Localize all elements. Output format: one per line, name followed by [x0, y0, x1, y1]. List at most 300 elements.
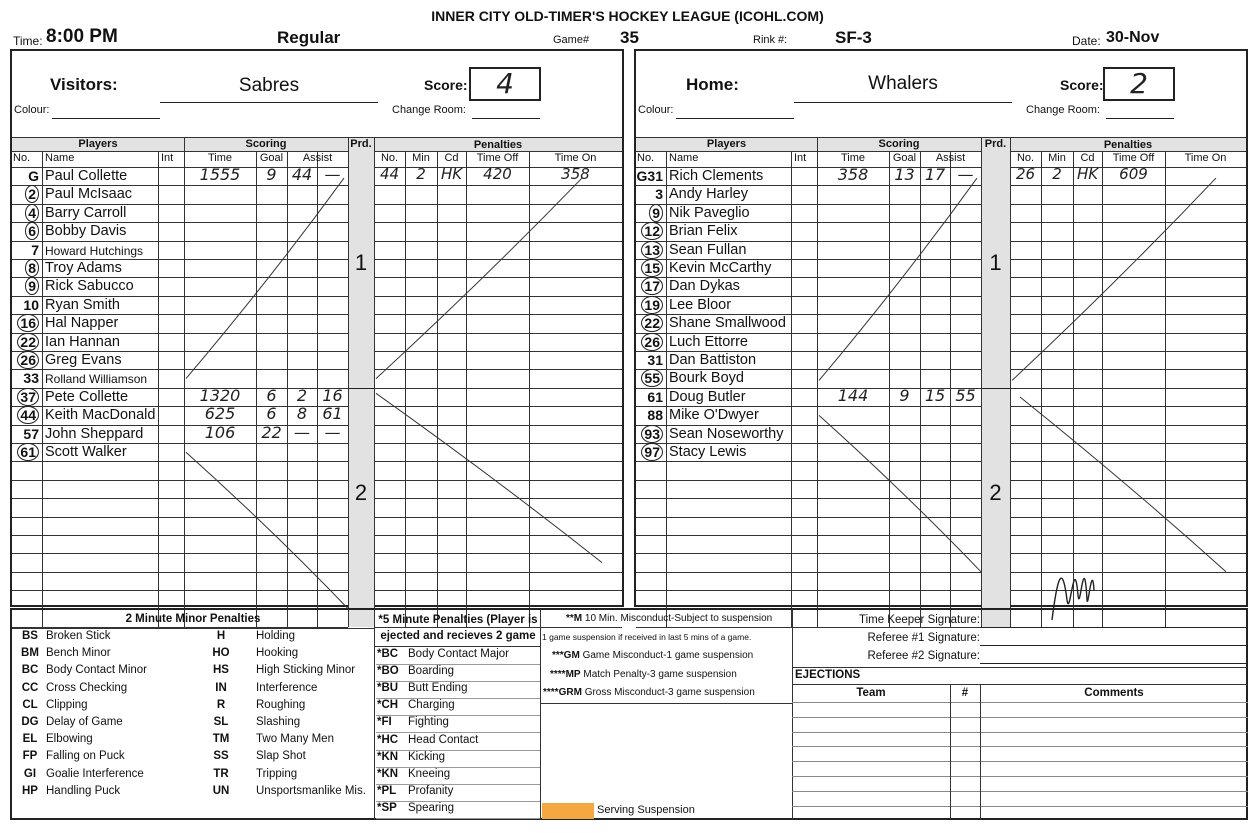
m-desc: 10 Min. Misconduct-Subject to suspension: [584, 613, 773, 624]
mp-desc: Match Penalty-3 game suspension: [583, 669, 737, 680]
major-title-line2: ejected and recieves 2 game: [380, 630, 536, 642]
goal-time: 358: [837, 165, 869, 184]
time-off-header: Time Off: [476, 152, 519, 164]
penalty-description: Unsportsmanlike Mis.: [256, 784, 366, 797]
grid-line: [12, 535, 348, 536]
player-number-circled: 15: [641, 259, 663, 277]
player-number: [12, 407, 39, 423]
players-header: Players: [78, 138, 118, 150]
serving-suspension-label: Serving Suspension: [597, 804, 695, 816]
grid-line: [636, 572, 981, 573]
player-number-circled: 2: [25, 185, 39, 203]
player-number-circled: 22: [641, 314, 663, 332]
pen-cd-header: Cd: [444, 152, 459, 164]
player-number-circled: 26: [17, 351, 39, 369]
grid-line: [374, 296, 622, 297]
grid-line: [12, 590, 348, 591]
divider: [540, 703, 792, 704]
penalty-code: R: [216, 698, 226, 711]
visitors-colour-label: Colour:: [14, 104, 50, 116]
divider: [12, 628, 374, 629]
serving-suspension-swatch: [542, 803, 594, 819]
player-number: 88: [647, 407, 663, 424]
penalty-code: TM: [212, 733, 230, 746]
penalty-code: EL: [22, 733, 38, 746]
player-number-circled: 9: [25, 277, 39, 295]
grid-line: [636, 480, 981, 481]
visitors-team-name: Sabres: [238, 75, 300, 96]
grid-line: [374, 241, 622, 242]
player-number: [12, 315, 39, 331]
player-number-circled: 13: [641, 241, 663, 259]
player-name: Greg Evans: [45, 352, 122, 368]
ejection-row-line: [792, 761, 1248, 762]
home-change-room-label: Change Room:: [1026, 104, 1100, 116]
int-header: Int: [161, 152, 174, 164]
mp-code: ****MP: [550, 669, 581, 680]
grid-line: [1102, 151, 1103, 627]
no-header: No.: [13, 152, 31, 164]
team-underline: [794, 102, 1012, 103]
divider: [792, 684, 1248, 685]
penalty-code: *BC: [377, 648, 399, 660]
player-number-circled: 12: [641, 222, 663, 240]
grid-line: [374, 443, 622, 444]
player-name: Luch Ettorre: [669, 333, 748, 350]
time-label: Time:: [13, 34, 43, 48]
game-label: Game#: [553, 34, 590, 46]
strike-line: [819, 415, 981, 571]
player-name: Ryan Smith: [45, 296, 120, 313]
strike-line: [376, 393, 602, 562]
player-number-circled: 22: [17, 333, 39, 351]
goal-scorer: 9: [899, 385, 910, 405]
grid-line: [1010, 443, 1246, 444]
grid-line: [636, 553, 981, 554]
referee1-signature-line[interactable]: [980, 645, 1248, 646]
grid-line: [184, 137, 185, 627]
grid-line: [374, 369, 622, 370]
grid-line: [1010, 333, 1246, 334]
penalty-time-off: 420: [483, 165, 512, 183]
referee2-signature-line[interactable]: [980, 663, 1248, 664]
player-number: 57: [23, 425, 39, 442]
room-underline: [1106, 118, 1174, 119]
penalty-description: Holding: [256, 630, 295, 642]
player-number-circled: 16: [17, 314, 39, 332]
grid-line: [374, 351, 622, 352]
penalty-code: *KN: [377, 750, 399, 763]
referee-signature-scribble: [1032, 540, 1102, 630]
row-line: [376, 784, 540, 785]
player-number: 3: [655, 186, 663, 203]
name-header: Name: [45, 152, 75, 164]
home-label: Home:: [686, 75, 739, 94]
player-number: [636, 242, 663, 258]
period-2-label: 2: [354, 479, 368, 505]
penalty-code: GI: [23, 767, 37, 780]
penalty-description: Handling Puck: [46, 784, 121, 797]
ejection-row-line: [792, 776, 1248, 777]
player-name: Bobby Davis: [45, 223, 127, 240]
grid-line: [636, 461, 981, 462]
assist-header: Assist: [302, 152, 333, 164]
grid-line: [374, 388, 622, 389]
no-header: No.: [637, 152, 655, 164]
penalty-description: Profanity: [408, 784, 454, 797]
player-number: [636, 278, 663, 294]
penalty-code: HK: [1076, 165, 1099, 183]
visitors-score-label: Score:: [424, 77, 468, 93]
grid-line: [374, 333, 622, 334]
grid-line: [1010, 425, 1246, 426]
grid-line: [12, 572, 348, 573]
penalty-minutes: 2: [416, 165, 426, 183]
team-underline: [160, 102, 378, 103]
penalty-description: Elbowing: [46, 733, 93, 746]
grid-line: [374, 425, 622, 426]
penalty-description: Bench Minor: [46, 647, 111, 660]
grid-line: [374, 590, 622, 591]
period-1-label: 1: [989, 249, 1002, 275]
grid-line: [158, 151, 159, 627]
penalty-minutes: 2: [1052, 165, 1062, 183]
misconduct-mp: [550, 669, 737, 680]
penalty-description: Butt Ending: [408, 682, 468, 695]
penalty-description: Interference: [256, 681, 318, 694]
player-name: Troy Adams: [45, 260, 122, 276]
goal-time: 625: [204, 404, 236, 424]
assist-1: 2: [296, 385, 308, 405]
player-number-circled: 19: [641, 296, 663, 314]
grid-line: [1010, 259, 1246, 260]
player-number-circled: 37: [17, 388, 39, 406]
ejection-row-line: [792, 717, 1248, 718]
player-name: Paul Collette: [45, 168, 128, 184]
assist-2: 55: [955, 385, 976, 405]
penalties-header: Penalties: [1103, 139, 1153, 151]
player-number: 10: [23, 296, 39, 313]
player-number-circled: 17: [641, 277, 663, 295]
penalty-description: Delay of Game: [46, 716, 123, 728]
time-off-header: Time Off: [1112, 152, 1155, 164]
grid-line: [1010, 204, 1246, 205]
penalty-description: High Sticking Minor: [256, 664, 356, 677]
player-number: [12, 334, 39, 350]
home-score-box: [1103, 67, 1175, 101]
grid-line: [1010, 222, 1246, 223]
assist-2: 61: [322, 404, 343, 424]
grid-line: [1010, 351, 1246, 352]
penalty-code: H: [216, 630, 226, 642]
row-line: [376, 664, 540, 665]
grm-code: ****GRM: [543, 687, 582, 698]
misconduct-gm: [552, 650, 753, 661]
grm-desc: Gross Misconduct-3 game suspension: [584, 687, 755, 698]
game-number: 35: [620, 28, 639, 47]
player-name: Sean Fullan: [669, 241, 747, 258]
prd-header: Prd.: [350, 138, 372, 150]
penalty-code: CC: [21, 681, 39, 694]
strike-line: [186, 452, 348, 608]
game-type: Regular: [277, 28, 341, 47]
player-name: Howard Hutchings: [45, 243, 144, 258]
grid-line: [374, 314, 622, 315]
grid-line: [1165, 151, 1166, 627]
home-score-label: Score:: [1060, 77, 1104, 93]
grid-line: [1010, 277, 1246, 278]
penalty-description: Charging: [408, 699, 455, 712]
player-number-circled: 55: [641, 369, 663, 387]
goal-time: 1320: [199, 385, 241, 405]
player-number: 61: [647, 388, 663, 405]
time-on-header: Time On: [554, 152, 597, 164]
penalty-description: Roughing: [256, 698, 306, 711]
home-colour-label: Colour:: [638, 104, 674, 116]
player-number: [636, 334, 663, 350]
grid-line: [466, 151, 467, 627]
grid-line: [12, 369, 348, 370]
player-name: Shane Smallwood: [669, 315, 786, 332]
grid-line: [636, 517, 981, 518]
player-name: Nik Paveglio: [669, 204, 750, 221]
date-label: Date:: [1072, 34, 1101, 48]
player-number-circled: 9: [649, 204, 663, 222]
player-number: [636, 205, 663, 221]
visitors-label: Visitors:: [50, 75, 118, 94]
grid-line: [374, 185, 622, 186]
visitors-score: 4: [496, 67, 514, 100]
row-line: [376, 698, 540, 699]
grid-line: [374, 553, 622, 554]
ejection-col-line: [980, 684, 981, 820]
legend-panel: [10, 608, 1248, 820]
grid-line: [42, 151, 43, 627]
player-name: Brian Felix: [669, 223, 738, 240]
grid-line: [1010, 461, 1246, 462]
goal-scorer: 13: [894, 165, 915, 184]
pen-cd-header: Cd: [1080, 152, 1095, 164]
prd-column: [981, 137, 1010, 627]
ejections-comments-header: Comments: [1084, 687, 1144, 699]
grid-line: [1010, 388, 1246, 389]
gm-code: ***GM: [552, 650, 580, 661]
player-number: [12, 278, 39, 294]
prd-column: [348, 137, 374, 627]
penalty-description: Falling on Puck: [46, 750, 125, 763]
penalty-description: Fighting: [408, 716, 449, 729]
player-number: [12, 389, 39, 405]
player-name: Stacy Lewis: [669, 444, 747, 460]
player-number-circled: 8: [25, 259, 39, 277]
pen-min-header: Min: [412, 152, 430, 164]
time-header: Time: [840, 152, 866, 164]
grid-line: [1010, 480, 1246, 481]
player-number-circled: 44: [17, 406, 39, 424]
goal-scorer: 22: [261, 422, 282, 442]
player-name: Sean Noseworthy: [669, 425, 784, 442]
penalty-player: 26: [1015, 165, 1036, 183]
scoring-header: Scoring: [878, 138, 920, 150]
rink-label: Rink #:: [753, 34, 788, 46]
penalty-description: Body Contact Major: [408, 648, 509, 660]
assist-1: 15: [924, 385, 946, 405]
penalty-description: Boarding: [408, 665, 455, 678]
time-value: 8:00 PM: [46, 26, 118, 47]
grid-line: [981, 137, 982, 627]
penalty-description: Cross Checking: [46, 681, 128, 694]
grid-line: [374, 406, 622, 407]
ejections-number-header: #: [961, 687, 969, 699]
goal-time: 106: [204, 422, 236, 442]
player-number: [12, 444, 39, 460]
penalty-code: *FI: [377, 716, 392, 729]
player-name: Bourk Boyd: [669, 370, 744, 387]
period-divider: [348, 388, 374, 389]
player-number-circled: 4: [25, 204, 39, 222]
home-score: 2: [1130, 67, 1148, 100]
player-name: Rick Sabucco: [45, 278, 134, 295]
assist-2: 16: [322, 385, 343, 405]
grid-line: [374, 137, 375, 627]
grid-line: [374, 222, 622, 223]
player-name: Keith MacDonald: [45, 407, 156, 424]
ejection-row-line: [792, 746, 1248, 747]
penalty-code: FP: [22, 750, 38, 763]
penalty-code: TR: [213, 767, 229, 780]
grid-line: [374, 461, 622, 462]
grid-line: [12, 553, 348, 554]
grid-line: [374, 259, 622, 260]
penalty-code: *BO: [377, 665, 399, 678]
date-value: 30-Nov: [1106, 29, 1160, 46]
penalty-description: Two Many Men: [256, 733, 334, 746]
penalty-code: HK: [440, 165, 463, 183]
ejection-row-line: [792, 732, 1248, 733]
grid-line: [1010, 498, 1246, 499]
grid-line: [1010, 296, 1246, 297]
grid-line: [374, 572, 622, 573]
player-number: [12, 186, 39, 202]
penalty-code: CL: [22, 698, 38, 711]
penalty-code: UN: [212, 784, 230, 797]
row-line: [376, 715, 540, 716]
divider: [792, 667, 1248, 668]
grid-line: [437, 151, 438, 627]
rink-value: SF-3: [835, 28, 872, 47]
player-name: Lee Bloor: [669, 296, 732, 313]
penalty-description: Body Contact Minor: [46, 664, 147, 677]
assist-2: —: [957, 165, 974, 184]
assist-2: —: [324, 422, 341, 442]
grid-line: [636, 535, 981, 536]
ejection-row-line: [792, 806, 1248, 807]
player-name: Ian Hannan: [45, 333, 120, 350]
penalty-code: IN: [215, 681, 227, 694]
grid-line: [374, 204, 622, 205]
player-name: Mike O'Dwyer: [669, 407, 759, 424]
ejection-col-line: [950, 684, 951, 820]
minor-penalties-title: 2 Minute Minor Penalties: [125, 613, 261, 625]
penalty-description: Clipping: [46, 698, 88, 711]
assist-1: —: [294, 422, 310, 442]
grid-line: [12, 241, 348, 242]
assist-1: 44: [291, 165, 313, 184]
player-number: 7: [31, 241, 39, 258]
period-1-label: 1: [354, 249, 368, 275]
player-name: Kevin McCarthy: [669, 260, 772, 276]
ejection-row-line: [792, 702, 1248, 703]
grid-line: [374, 517, 622, 518]
grid-line: [1010, 314, 1246, 315]
goal-scorer: 6: [266, 385, 277, 405]
grid-line: [374, 535, 622, 536]
home-team-name: Whalers: [868, 73, 938, 94]
player-number: [12, 260, 39, 276]
player-number-circled: 6: [25, 222, 39, 240]
row-line: [376, 801, 540, 802]
penalty-description: Head Contact: [408, 733, 479, 746]
player-name: Dan Dykas: [669, 278, 740, 295]
time-header: Time: [207, 152, 233, 164]
goal-scorer: 6: [266, 404, 277, 424]
player-name: Rolland Williamson: [45, 372, 148, 387]
grid-line: [636, 498, 981, 499]
pen-no-header: No.: [380, 152, 399, 164]
penalty-description: Slap Shot: [256, 750, 306, 763]
grid-line: [1010, 241, 1246, 242]
home-panel: [634, 49, 1248, 607]
goal-time: 144: [837, 385, 869, 405]
divider: [540, 610, 541, 820]
timekeeper-signature-line[interactable]: [980, 627, 1248, 628]
grid-line: [1010, 517, 1246, 518]
row-line: [376, 818, 540, 819]
grid-line: [348, 137, 349, 627]
penalty-code: BM: [21, 647, 39, 660]
player-name: Scott Walker: [45, 444, 127, 460]
divider: [374, 646, 540, 647]
room-underline: [472, 118, 540, 119]
penalty-code: *PL: [377, 784, 397, 797]
player-number: [636, 426, 663, 442]
player-name: Andy Harley: [669, 186, 748, 203]
pen-min-header: Min: [1048, 152, 1066, 164]
grid-line: [12, 480, 348, 481]
grid-line: [1010, 406, 1246, 407]
grid-line: [1010, 185, 1246, 186]
penalty-description: Slashing: [256, 716, 301, 728]
player-number: G: [28, 168, 39, 184]
grid-line: [374, 498, 622, 499]
player-name: Dan Battiston: [669, 352, 757, 368]
penalty-time-on: 358: [561, 165, 590, 183]
player-number: [636, 315, 663, 331]
penalty-code: DG: [21, 716, 39, 728]
penalty-description: Goalie Interference: [46, 767, 144, 780]
penalty-code: HS: [213, 664, 229, 677]
grid-line: [374, 277, 622, 278]
player-number: [636, 370, 663, 386]
grid-line: [791, 151, 792, 627]
pen-no-header: No.: [1016, 152, 1035, 164]
row-line: [376, 767, 540, 768]
player-number: 33: [23, 370, 39, 387]
penalty-code: HO: [212, 647, 230, 660]
m-code: **M: [566, 613, 583, 624]
int-header: Int: [794, 152, 807, 164]
row-line: [376, 750, 540, 751]
